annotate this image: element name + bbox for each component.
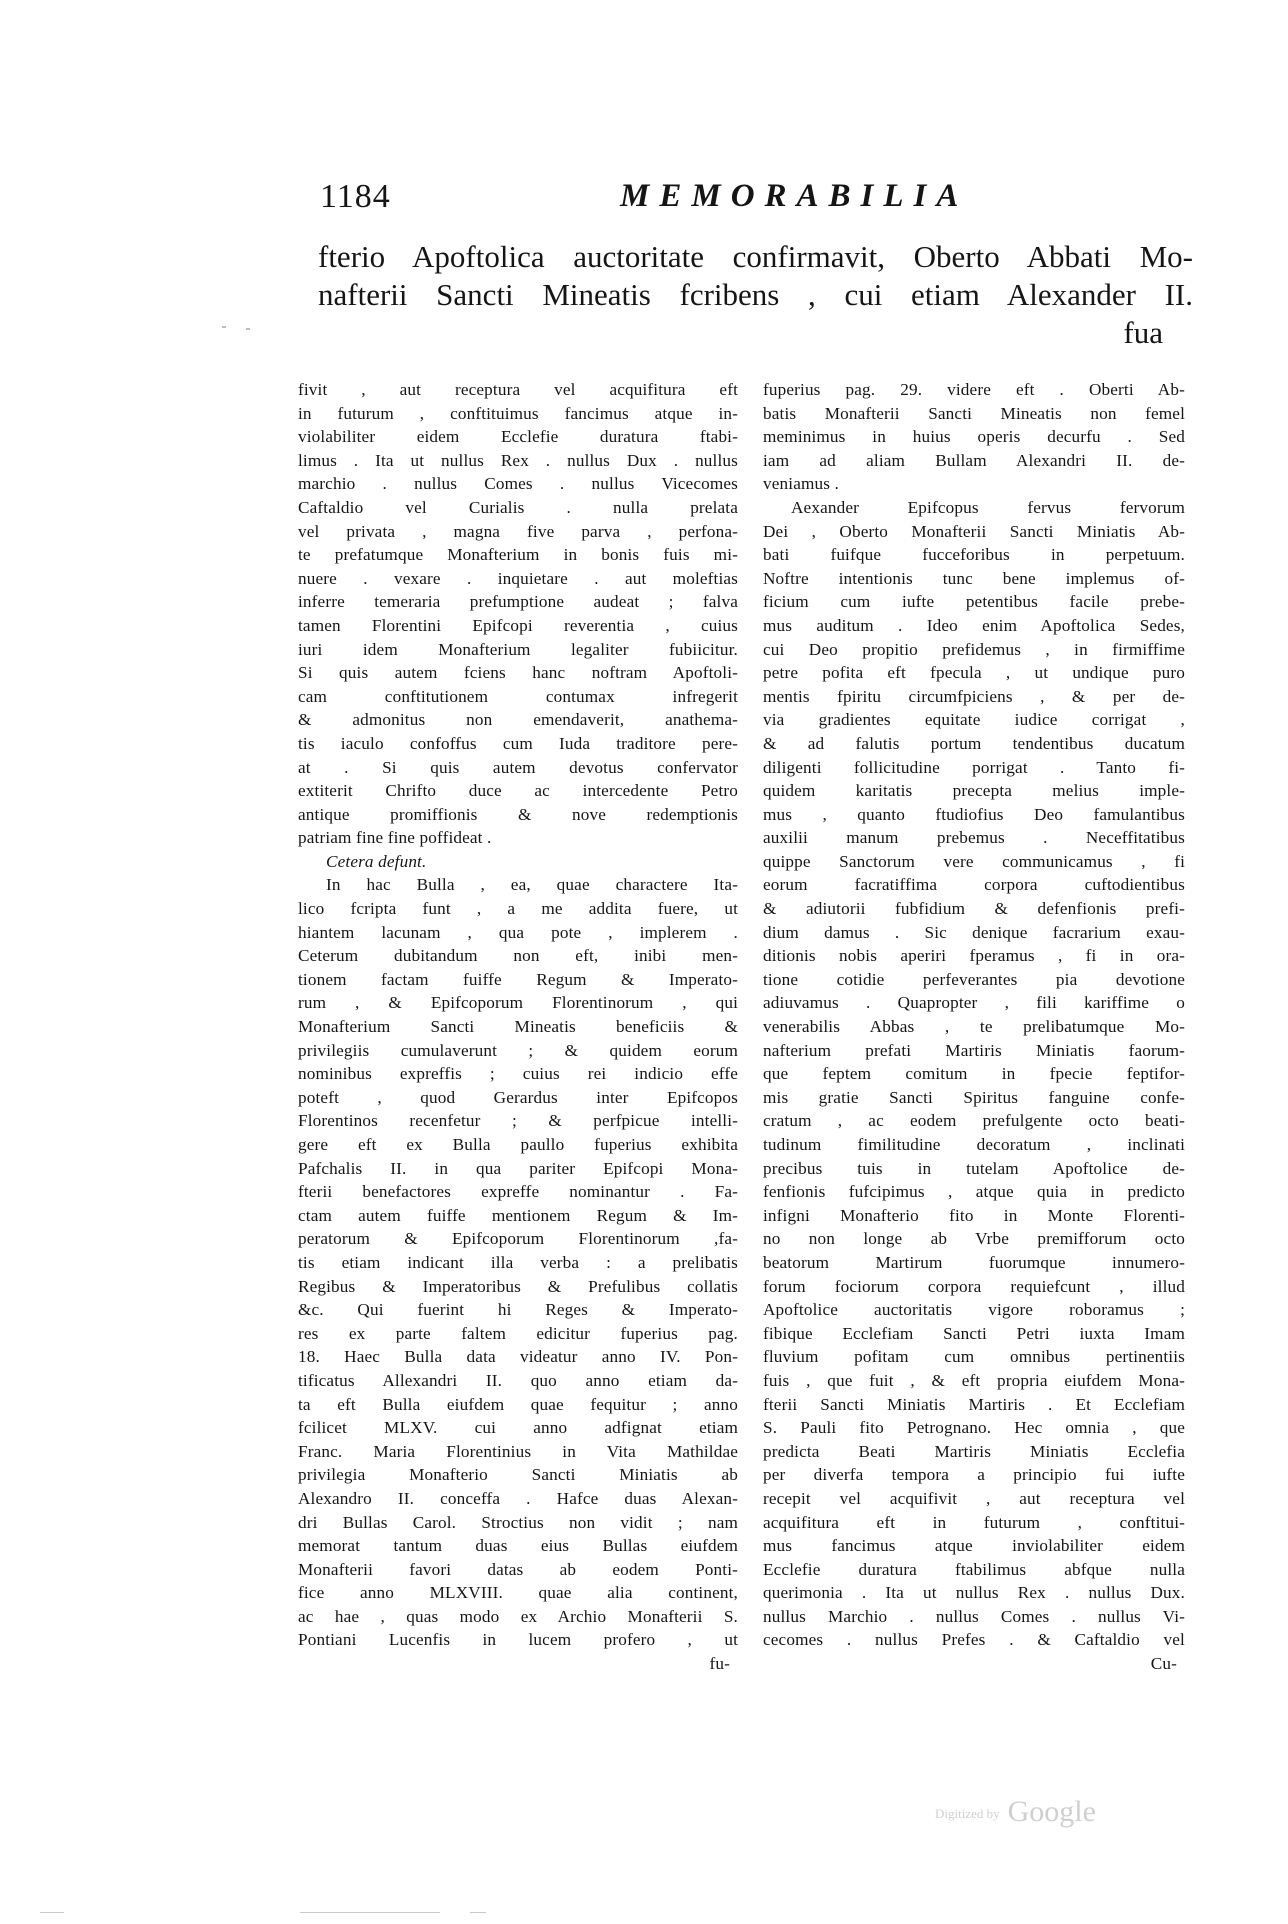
text-line: quippe Sanctorum vere communicamus , fi: [763, 851, 1185, 871]
text-line: fibique Ecclefiam Sancti Petri iuxta Imam: [763, 1323, 1185, 1343]
text-line: Monafterii favori datas ab eodem Ponti-: [298, 1559, 738, 1579]
text-line: In hac Bulla , ea, quae charactere Ita-: [326, 875, 738, 895]
text-line: lico fcripta funt , a me addita fuere, ut: [298, 899, 738, 919]
scan-dot: [246, 328, 250, 330]
text-line: veniamus .: [763, 474, 839, 494]
running-title: MEMORABILIA: [620, 178, 969, 214]
text-line: mus fancimus atque inviolabiliter eidem: [763, 1536, 1185, 1556]
text-line: predicta Beati Martiris Miniatis Ecclefia: [763, 1441, 1185, 1461]
text-line: privilegiis cumulaverunt ; & quidem eorum: [298, 1040, 738, 1060]
text-line: ta eft Bulla eiufdem quae fequitur ; anno: [298, 1394, 738, 1414]
text-line: beatorum Martirum fuorumque innumero-: [763, 1252, 1185, 1272]
text-line: ctam autem fuiffe mentionem Regum & Im-: [298, 1205, 738, 1225]
text-line: 18. Haec Bulla data videatur anno IV. Pon-: [298, 1347, 738, 1367]
text-line: tione cotidie perfeverantes pia devotione: [763, 969, 1185, 989]
text-line: nominibus expreffis ; cuius rei indicio effe: [298, 1064, 738, 1084]
text-line: memorat tantum duas eius Bullas eiufdem: [298, 1536, 738, 1556]
text-line: &c. Qui fuerint hi Reges & Imperato-: [298, 1300, 738, 1320]
text-line: peratorum & Epifcoporum Florentinorum ,fa-: [298, 1229, 738, 1249]
text-line: Ecclefie duratura ftabilimus abfque nulla: [763, 1559, 1185, 1579]
text-line: eorum facratiffima corpora cuftodientibus: [763, 875, 1185, 895]
text-line: res ex parte faltem edicitur fuperius pag.: [298, 1323, 738, 1343]
watermark-brand: Google: [1007, 1795, 1096, 1828]
text-line: nullus Marchio . nullus Comes . nullus Vi-: [763, 1606, 1185, 1626]
text-line: Franc. Maria Florentinius in Vita Mathildae: [298, 1441, 738, 1461]
text-line: diligenti follicitudine porrigat . Tanto fi-: [763, 757, 1185, 777]
text-line: recepit vel acquifivit , aut receptura vel: [763, 1488, 1185, 1508]
text-line: fterii Sancti Miniatis Martiris . Et Ecclefiam: [763, 1394, 1185, 1414]
text-line: no non longe ab Vrbe premifforum octo: [763, 1229, 1185, 1249]
text-line: nafterium prefati Martiris Miniatis faorum-: [763, 1040, 1185, 1060]
text-line: mus auditum . Ideo enim Apoftolica Sedes,: [763, 615, 1185, 635]
text-line: bati fuifque fucceforibus in perpetuum.: [763, 545, 1185, 565]
text-line: Regibus & Imperatoribus & Prefulibus collatis: [298, 1276, 738, 1296]
text-line: tis etiam indicant illa verba : a prelibatis: [298, 1252, 738, 1272]
text-line: vel privata , magna five parva , perfona-: [298, 521, 738, 541]
text-line: dium damus . Sic denique facrarium exau-: [763, 922, 1185, 942]
text-line: infigni Monafterio fito in Monte Florenti-: [763, 1205, 1185, 1225]
watermark-prefix: Digitized by: [935, 1806, 1000, 1822]
text-line: marchio . nullus Comes . nullus Vicecomes: [298, 474, 738, 494]
text-line: querimonia . Ita ut nullus Rex . nullus Dux.: [763, 1583, 1185, 1603]
text-line: precibus tuis in tutelam Apoftolice de-: [763, 1158, 1185, 1178]
text-line: violabiliter eidem Ecclefie duratura ftabi-: [298, 427, 738, 447]
text-line: dri Bullas Carol. Stroctius non vidit ; nam: [298, 1512, 738, 1532]
lead-catchword: fua: [1123, 315, 1163, 350]
text-line: ditionis nobis aperiri fperamus , fi in ora-: [763, 946, 1185, 966]
text-line: mis gratie Sancti Spiritus fanguine confe-: [763, 1087, 1185, 1107]
text-line: Cetera defunt.: [326, 851, 427, 871]
text-line: via gradientes equitate iudice corrigat ,: [763, 710, 1185, 730]
scan-edge-mark: [40, 1912, 64, 1913]
text-line: S. Pauli fito Petrognano. Hec omnia , que: [763, 1418, 1185, 1438]
scan-edge-mark: [300, 1912, 440, 1913]
text-line: Pafchalis II. in qua pariter Epifcopi Mona-: [298, 1158, 738, 1178]
text-line: Alexandro II. conceffa . Hafce duas Alexan-: [298, 1488, 738, 1508]
text-line: acquifitura eft in futurum , conftitui-: [763, 1512, 1185, 1532]
text-line: Ceterum dubitandum non eft, inibi men-: [298, 946, 738, 966]
text-line: & adiutorii fubfidium & defenfionis prefi-: [763, 899, 1185, 919]
scan-edge-mark: [470, 1912, 486, 1913]
page-number: 1184: [320, 178, 391, 215]
text-line: tis iaculo confoffus cum Iuda traditore pere-: [298, 733, 738, 753]
text-line: privilegia Monafterio Sancti Miniatis ab: [298, 1465, 738, 1485]
text-line: rum , & Epifcoporum Florentinorum , qui: [298, 993, 738, 1013]
text-line: Aexander Epifcopus fervus fervorum: [791, 497, 1185, 517]
text-line: auxilii manum prebemus . Neceffitatibus: [763, 828, 1185, 848]
text-line: fenfionis fufcipimus , atque quia in predicto: [763, 1182, 1185, 1202]
text-line: extiterit Chrifto duce ac intercedente Petro: [298, 781, 738, 801]
scan-dot: [222, 326, 226, 328]
text-line: & ad falutis portum tendentibus ducatum: [763, 733, 1185, 753]
text-line: Si quis autem fciens hanc noftram Apoftoli-: [298, 663, 738, 683]
text-line: fterii benefactores expreffe nominantur . Fa-: [298, 1182, 738, 1202]
text-line: hiantem lacunam , qua pote , implerem .: [298, 922, 738, 942]
text-line: Pontiani Lucenfis in lucem profero , ut: [298, 1630, 738, 1650]
left-column: [298, 378, 738, 1676]
text-line: te prefatumque Monafterium in bonis fuis mi-: [298, 545, 738, 565]
text-line: fivit , aut receptura vel acquifitura eft: [298, 380, 738, 399]
text-line: petre pofita eft fpecula , ut undique puro: [763, 663, 1185, 683]
text-line: tionem factam fuiffe Regum & Imperato-: [298, 969, 738, 989]
text-line: quidem karitatis precepta melius imple-: [763, 781, 1185, 801]
lead-line: nafterii Sancti Mineatis fcribens , cui etiam Alexander II.: [318, 277, 1193, 312]
lead-line: fterio Apoftolica auctoritate confirmavit, Oberto Abbati Mo-: [318, 239, 1193, 274]
text-line: cecomes . nullus Prefes . & Caftaldio vel: [763, 1630, 1185, 1650]
text-line: tamen Florentini Epifcopi reverentia , cuius: [298, 615, 738, 635]
text-line: gere eft ex Bulla paullo fuperius exhibita: [298, 1135, 738, 1154]
text-line: Noftre intentionis tunc bene implemus of-: [763, 568, 1185, 588]
text-line: & admonitus non emendaverit, anathema-: [298, 710, 738, 730]
text-line: inferre temeraria prefumptione audeat ; falva: [298, 592, 738, 612]
text-line: cam conftitutionem contumax infregerit: [298, 686, 738, 706]
text-line: batis Monafterii Sancti Mineatis non femel: [763, 403, 1185, 423]
text-line: antique promiffionis & nove redemptionis: [298, 804, 738, 824]
text-line: ac hae , quas modo ex Archio Monafterii S.: [298, 1606, 738, 1626]
catchword: Cu-: [1150, 1654, 1177, 1674]
text-line: at . Si quis autem devotus confervator: [298, 757, 738, 777]
text-line: adiuvamus . Quapropter , fili kariffime o: [763, 993, 1185, 1013]
text-line: limus . Ita ut nullus Rex . nullus Dux . nullus: [298, 450, 738, 470]
text-line: fluvium pofitam cum omnibus pertinentiis: [763, 1347, 1185, 1367]
text-line: patriam fine fine poffideat .: [298, 828, 492, 848]
text-line: tudinum fimilitudine decoratum , inclinati: [763, 1135, 1185, 1154]
catchword: fu-: [709, 1654, 730, 1674]
text-line: Monafterium Sancti Mineatis beneficiis &: [298, 1017, 738, 1037]
lead-paragraph: [318, 238, 1193, 352]
text-line: mus , quanto ftudiofius Deo famulantibus: [763, 804, 1185, 824]
text-line: cui Deo propitio prefidemus , in firmiffime: [763, 639, 1185, 659]
text-line: nuere . vexare . inquietare . aut moleftias: [298, 568, 738, 588]
text-line: Florentinos recenfetur ; & perfpicue intelli-: [298, 1111, 738, 1131]
text-line: fice anno MLXVIII. quae alia continent,: [298, 1583, 738, 1603]
text-line: fcilicet MLXV. cui anno adfignat etiam: [298, 1418, 738, 1438]
text-line: ficium cum iufte petentibus facile prebe-: [763, 592, 1185, 612]
text-line: Dei , Oberto Monafterii Sancti Miniatis Ab-: [763, 521, 1185, 541]
text-line: meminimus in huius operis decurfu . Sed: [763, 427, 1185, 447]
text-line: Caftaldio vel Curialis . nulla prelata: [298, 497, 738, 517]
text-line: mentis fpiritu circumfpiciens , & per de-: [763, 686, 1185, 706]
text-line: iuri idem Monafterium legaliter fubiicitur.: [298, 639, 738, 659]
page-header: [320, 178, 1190, 228]
text-line: venerabilis Abbas , te prelibatumque Mo-: [763, 1017, 1185, 1037]
right-column: [763, 378, 1185, 1676]
text-line: tificatus Allexandri II. quo anno etiam da-: [298, 1370, 738, 1390]
text-line: fuis , que fuit , & eft propria eiufdem Mona-: [763, 1370, 1185, 1390]
digitizer-watermark: [935, 1795, 1096, 1829]
text-line: forum fociorum corpora requiefcunt , illud: [763, 1276, 1185, 1296]
text-line: poteft , quod Gerardus inter Epifcopos: [298, 1087, 738, 1107]
text-line: cratum , ac eodem prefulgente octo beati-: [763, 1111, 1185, 1131]
text-line: fuperius pag. 29. videre eft . Oberti Ab-: [763, 380, 1185, 399]
text-line: per diverfa tempora a principio fui iufte: [763, 1465, 1185, 1485]
text-line: que feptem comitum in fpecie feptifor-: [763, 1064, 1185, 1084]
text-line: in futurum , conftituimus fancimus atque in-: [298, 403, 738, 423]
text-line: Apoftolice auctoritatis vigore roboramus ;: [763, 1300, 1185, 1320]
text-line: iam ad aliam Bullam Alexandri II. de-: [763, 450, 1185, 470]
